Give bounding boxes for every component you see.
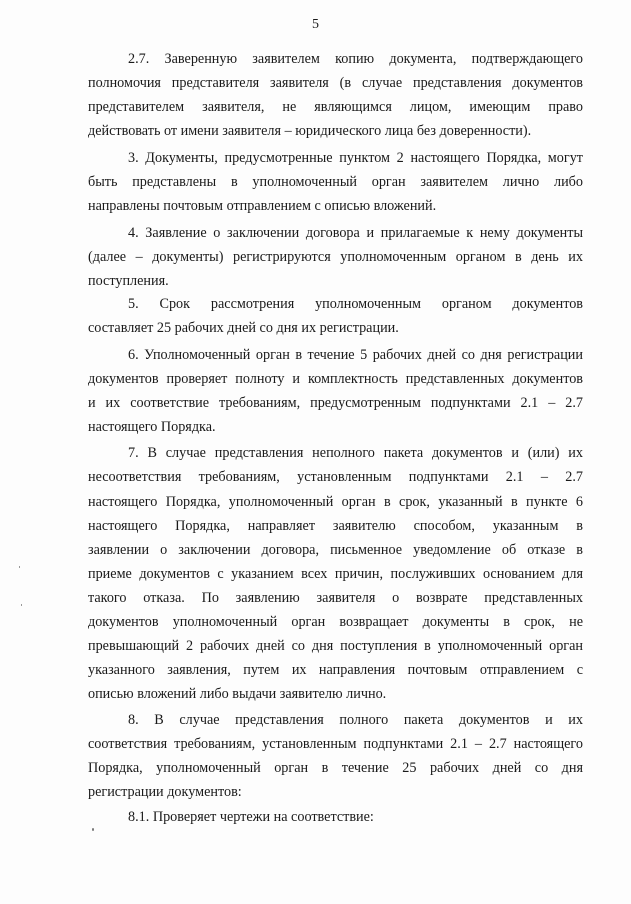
paragraph-7-line: несоответствия требованиям, установленным подпунктами 2.1 – 2.7 xyxy=(88,469,583,485)
paragraph-7-line: приеме документов с указанием всех причин, послуживших основанием для xyxy=(88,566,583,582)
paragraph-7-line: 7. В случае представления неполного пакета документов и (или) их xyxy=(128,445,583,461)
paragraph-3-line: направлены почтовым отправлением с описью вложений. xyxy=(88,198,437,214)
paragraph-7-line: такого отказа. По заявлению заявителя о возврате представленных xyxy=(88,590,583,606)
paragraph-4-line: поступления. xyxy=(88,273,169,289)
paragraph-2-7-line: полномочия представителя заявителя (в случае представления документов xyxy=(88,75,583,91)
paragraph-6-line: и их соответствие требованиям, предусмотренным подпунктами 2.1 – 2.7 xyxy=(88,395,583,411)
paragraph-4-line: 4. Заявление о заключении договора и прилагаемые к нему документы xyxy=(128,225,583,241)
paragraph-3-line: быть представлены в уполномоченный орган заявителем лично либо xyxy=(88,174,583,190)
paragraph-7-line: описью вложений либо выдачи заявителю лично. xyxy=(88,686,387,702)
paragraph-8-line: регистрации документов: xyxy=(88,784,242,800)
paragraph-7-line: заявлении о заключении договора, письменное уведомление об отказе в xyxy=(88,542,583,558)
paragraph-2-7-line: действовать от имени заявителя – юридического лица без доверенности). xyxy=(88,123,532,139)
paragraph-8-line: Порядка, уполномоченный орган в течение 25 рабочих дней со дня xyxy=(88,760,583,776)
paragraph-8-1-line: 8.1. Проверяет чертежи на соответствие: xyxy=(128,809,374,825)
paragraph-8-line: 8. В случае представления полного пакета документов и их xyxy=(128,712,583,728)
scan-speck xyxy=(21,604,22,606)
paragraph-7-line: настоящего Порядка, направляет заявителю способом, указанным в xyxy=(88,518,583,534)
scan-speck xyxy=(19,566,20,568)
paragraph-3-line: 3. Документы, предусмотренные пунктом 2 настоящего Порядка, могут xyxy=(128,150,583,166)
paragraph-7-line: настоящего Порядка, уполномоченный орган в срок, указанный в пункте 6 xyxy=(88,494,583,510)
scan-speck xyxy=(92,828,94,831)
paragraph-6-line: документов проверяет полноту и комплектность представленных документов xyxy=(88,371,583,387)
paragraph-8-line: соответствия требованиям, установленным подпунктами 2.1 – 2.7 настоящего xyxy=(88,736,583,752)
paragraph-7-line: превышающий 2 рабочих дней со дня поступления в уполномоченный орган xyxy=(88,638,583,654)
paragraph-4-line: (далее – документы) регистрируются уполномоченным органом в день их xyxy=(88,249,583,265)
paragraph-6-line: настоящего Порядка. xyxy=(88,419,216,435)
paragraph-5-line: 5. Срок рассмотрения уполномоченным органом документов xyxy=(128,296,583,312)
paragraph-2-7-line: 2.7. Заверенную заявителем копию документа, подтверждающего xyxy=(128,51,583,67)
paragraph-2-7-line: представителем заявителя, не являющимся лицом, имеющим право xyxy=(88,99,583,115)
paragraph-7-line: документов уполномоченный орган возвращает документы в срок, не xyxy=(88,614,583,630)
paragraph-7-line: указанного заявления, путем их направления почтовым отправлением с xyxy=(88,662,583,678)
paragraph-6-line: 6. Уполномоченный орган в течение 5 рабочих дней со дня регистрации xyxy=(128,347,583,363)
page-number: 5 xyxy=(312,17,319,32)
paragraph-5-line: составляет 25 рабочих дней со дня их регистрации. xyxy=(88,320,399,336)
